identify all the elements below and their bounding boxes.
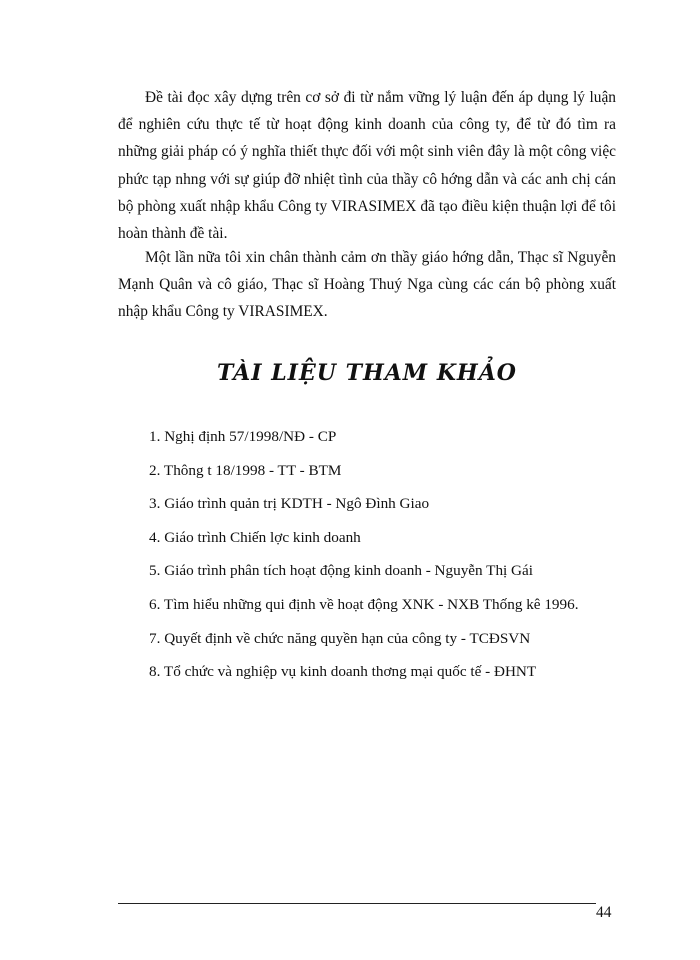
reference-item: 4. Giáo trình Chiến lợc kinh doanh bbox=[149, 528, 361, 546]
body-paragraph: Một lần nữa tôi xin chân thành cảm ơn thầy giáo hớng dẫn, Thạc sĩ Nguyễn Mạnh Quân và cô giáo, Thạc sĩ Hoàng Thuý Nga cùng các cán bộ phòng xuất nhập khẩu Công ty VIRASIMEX. bbox=[118, 249, 616, 321]
body-paragraph: Đề tài đọc xây dựng trên cơ sở đi từ nắm vững lý luận đến áp dụng lý luận để nghiên cứu thực tế từ hoạt động kinh doanh của công ty, để từ đó tìm ra những giải pháp có ý nghĩa thiết thực đối với một sinh viên đây là một công việc phức tạp nhng với sự giúp đỡ nhiệt tình của thầy cô hớng dẫn và các anh chị cán bộ phòng xuất nhập khẩu Công ty VIRASIMEX đã tạo điều kiện thuận lợi để tôi hoàn thành đề tài. bbox=[118, 89, 616, 243]
references-list bbox=[149, 426, 629, 695]
reference-item: 5. Giáo trình phân tích hoạt động kinh doanh - Nguyễn Thị Gái bbox=[149, 562, 533, 580]
footer-rule bbox=[118, 903, 596, 904]
reference-item: 2. Thông t 18/1998 - TT - BTM bbox=[149, 461, 342, 479]
references-heading: TÀI LIỆU THAM KHẢO bbox=[217, 360, 517, 386]
page-number: 44 bbox=[596, 904, 612, 921]
reference-item: 1. Nghị định 57/1998/NĐ - CP bbox=[149, 428, 337, 445]
reference-item: 6. Tìm hiểu những qui định về hoạt động XNK - NXB Thống kê 1996. bbox=[149, 595, 579, 613]
reference-item: 3. Giáo trình quản trị KDTH - Ngô Đình Giao bbox=[149, 495, 430, 513]
reference-item: 7. Quyết định về chức năng quyền hạn của công ty - TCĐSVN bbox=[149, 629, 531, 647]
reference-item: 8. Tổ chức và nghiệp vụ kinh doanh thơng mại quốc tế - ĐHNT bbox=[149, 663, 537, 681]
